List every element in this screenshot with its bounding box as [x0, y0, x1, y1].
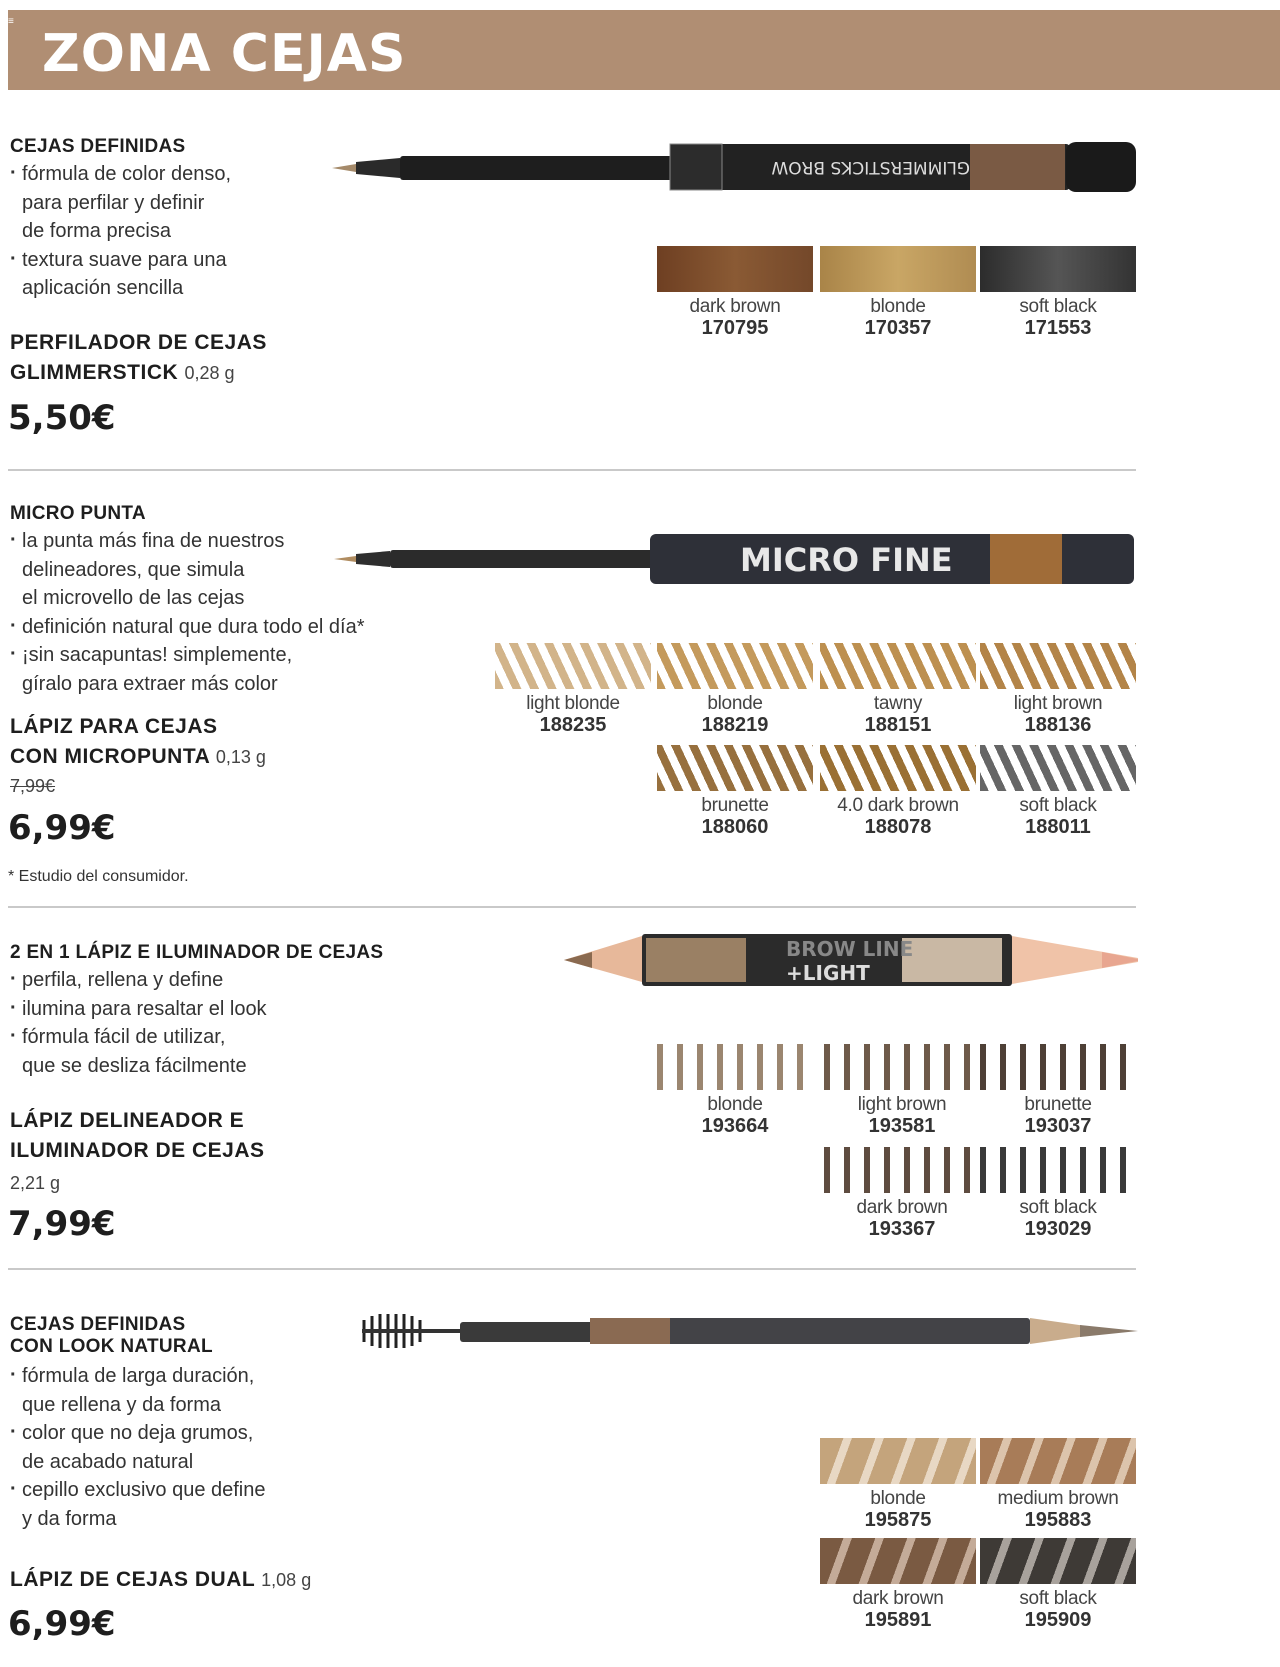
shade-swatch[interactable]	[824, 1147, 980, 1240]
shade-name: brunette	[701, 795, 769, 816]
shade-swatch[interactable]	[980, 1538, 1136, 1631]
shade-code: 195883	[1024, 1509, 1092, 1531]
shade-name: blonde	[707, 1094, 763, 1115]
product-name-line: CON MICROPUNTA	[10, 745, 210, 768]
shade-chip	[824, 1147, 980, 1193]
shade-name: blonde	[707, 693, 763, 714]
feature-item: · textura suave para una aplicación sencilla	[8, 246, 231, 303]
feature-item: · la punta más fina de nuestros delineadores, que simula el microvello de las cejas	[8, 527, 364, 613]
shade-code: 170357	[864, 317, 932, 339]
product-weight: 2,21 g	[10, 1173, 61, 1193]
shade-code: 195875	[864, 1509, 932, 1531]
product-name-line: GLIMMERSTICK	[10, 361, 179, 384]
shade-name: 4.0 dark brown	[837, 795, 959, 816]
product-weight: 1,08 g	[261, 1570, 312, 1590]
shade-code: 188011	[1025, 816, 1091, 838]
shade-code: 188136	[1024, 714, 1092, 736]
shade-chip	[980, 1538, 1136, 1584]
shade-swatch[interactable]	[657, 1044, 813, 1137]
shade-chip	[820, 1538, 976, 1584]
pencil-label: +LIGHT	[786, 961, 870, 985]
product-weight: 0,28 g	[184, 363, 235, 383]
feature-item: · fórmula de larga duración, que rellena y da forma	[8, 1362, 266, 1419]
feature-list	[8, 160, 231, 303]
section-divider	[8, 469, 1136, 471]
product-tag: 2 EN 1 LÁPIZ E ILUMINADOR DE CEJAS	[10, 942, 384, 963]
feature-item: · ilumina para resaltar el look	[8, 995, 267, 1024]
product-price: 7,99€	[8, 1204, 116, 1244]
shade-swatch[interactable]	[820, 1438, 976, 1531]
glimmerstick-pencil-image	[330, 136, 1140, 200]
product-name	[10, 1565, 311, 1595]
shade-swatch[interactable]	[820, 745, 976, 838]
product-tag: MICRO PUNTA	[10, 503, 146, 524]
feature-list	[8, 1362, 266, 1533]
shade-code: 193367	[868, 1218, 936, 1240]
shade-chip	[820, 643, 976, 689]
old-price: 7,99€	[10, 776, 56, 796]
product-tag-line: CEJAS DEFINIDAS	[10, 1314, 186, 1335]
shade-chip	[820, 745, 976, 791]
shade-name: dark brown	[852, 1588, 944, 1609]
shade-code: 188219	[701, 714, 769, 736]
product-name-line: LÁPIZ DELINEADOR E	[10, 1109, 245, 1132]
shade-swatch[interactable]	[820, 643, 976, 736]
section-divider	[8, 1268, 1136, 1270]
shade-swatch[interactable]	[820, 246, 976, 339]
shade-code: 170795	[701, 317, 769, 339]
product-price: 6,99€	[8, 1604, 116, 1644]
shade-chip	[657, 246, 813, 292]
shade-chip	[820, 1438, 976, 1484]
shade-chip	[980, 1438, 1136, 1484]
product-name	[10, 712, 266, 772]
pencil-label: BROW LINE	[786, 937, 914, 961]
shade-chip	[980, 643, 1136, 689]
shade-name: dark brown	[856, 1197, 948, 1218]
section-header	[8, 10, 1280, 90]
shade-swatch[interactable]	[824, 1044, 980, 1137]
shade-code: 193037	[1024, 1115, 1092, 1137]
shade-name: soft black	[1019, 795, 1097, 816]
product-name-line: ILUMINADOR DE CEJAS	[10, 1139, 265, 1162]
feature-item: · cepillo exclusivo que define y da forma	[8, 1476, 266, 1533]
shade-name: light brown	[1013, 693, 1103, 714]
shade-swatch[interactable]	[980, 1438, 1136, 1531]
product-price: 5,50€	[8, 398, 116, 438]
feature-item: · color que no deja grumos, de acabado natural	[8, 1419, 266, 1476]
shade-swatch[interactable]	[657, 643, 813, 736]
feature-item: · ¡sin sacapuntas! simplemente, gíralo para extraer más color	[8, 641, 364, 698]
feature-list	[8, 966, 267, 1080]
product-name-line: LÁPIZ PARA CEJAS	[10, 715, 218, 738]
pencil-label: GLIMMERSTICKS BROW	[771, 157, 970, 177]
product-name-line: PERFILADOR DE CEJAS	[10, 331, 267, 354]
shade-code: 188060	[701, 816, 769, 838]
feature-item: · perfila, rellena y define	[8, 966, 267, 995]
shade-code: 193664	[701, 1115, 769, 1137]
feature-list	[8, 527, 364, 698]
product-name	[10, 1106, 265, 1166]
shade-code: 193029	[1024, 1218, 1092, 1240]
shade-code: 195891	[864, 1609, 932, 1631]
product-tag	[10, 1314, 213, 1358]
shade-chip	[657, 1044, 813, 1090]
product-weight: 0,13 g	[215, 747, 266, 767]
product-name	[10, 328, 267, 388]
shade-chip	[495, 643, 651, 689]
page-title: ZONA CEJAS	[42, 24, 407, 84]
shade-name: soft black	[1019, 1197, 1097, 1218]
shade-code: 188078	[864, 816, 932, 838]
shade-name: tawny	[873, 693, 923, 714]
shade-code: 188151	[864, 714, 932, 736]
microfine-pencil-image	[330, 530, 1140, 588]
shade-code: 188235	[539, 714, 607, 736]
shade-name: blonde	[870, 1488, 926, 1509]
shade-name: blonde	[870, 296, 926, 317]
shade-name: soft black	[1019, 1588, 1097, 1609]
shade-chip	[824, 1044, 980, 1090]
shade-code: 171553	[1024, 317, 1092, 339]
feature-item: · fórmula fácil de utilizar, que se desliza fácilmente	[8, 1023, 267, 1080]
shade-swatch[interactable]	[657, 745, 813, 838]
shade-swatch[interactable]	[657, 246, 813, 339]
shade-swatch[interactable]	[980, 1044, 1136, 1137]
shade-swatch[interactable]	[980, 643, 1136, 736]
shade-chip	[657, 745, 813, 791]
pencil-label: MICRO FINE	[740, 541, 953, 579]
shade-chip	[820, 246, 976, 292]
footnote: * Estudio del consumidor.	[8, 868, 189, 885]
product-price: 6,99€	[8, 808, 116, 848]
shade-name: light brown	[857, 1094, 947, 1115]
shade-swatch[interactable]	[980, 246, 1136, 339]
shade-swatch[interactable]	[495, 643, 651, 736]
shade-code: 193581	[868, 1115, 936, 1137]
shade-chip	[980, 1147, 1136, 1193]
product-tag: CEJAS DEFINIDAS	[10, 136, 186, 157]
feature-item: · definición natural que dura todo el día*	[8, 613, 364, 642]
product-name-line: LÁPIZ DE CEJAS DUAL	[10, 1568, 255, 1591]
section-divider	[8, 906, 1136, 908]
dual-brow-pencil-image	[360, 1306, 1140, 1354]
shade-chip	[980, 246, 1136, 292]
shade-name: dark brown	[689, 296, 781, 317]
shade-swatch[interactable]	[820, 1538, 976, 1631]
product-tag-line: CON LOOK NATURAL	[10, 1336, 213, 1357]
shade-chip	[980, 745, 1136, 791]
shade-name: medium brown	[997, 1488, 1119, 1509]
shade-name: light blonde	[526, 693, 620, 714]
corner-mark-icon: ≡	[8, 16, 14, 27]
shade-chip	[980, 1044, 1136, 1090]
shade-swatch[interactable]	[980, 1147, 1136, 1240]
shade-name: soft black	[1019, 296, 1097, 317]
shade-chip	[657, 643, 813, 689]
feature-item: · fórmula de color denso, para perfilar y definir de forma precisa	[8, 160, 231, 246]
shade-code: 195909	[1024, 1609, 1092, 1631]
browline-light-pencil-image	[562, 930, 1140, 988]
shade-swatch[interactable]	[980, 745, 1136, 838]
shade-name: brunette	[1024, 1094, 1092, 1115]
